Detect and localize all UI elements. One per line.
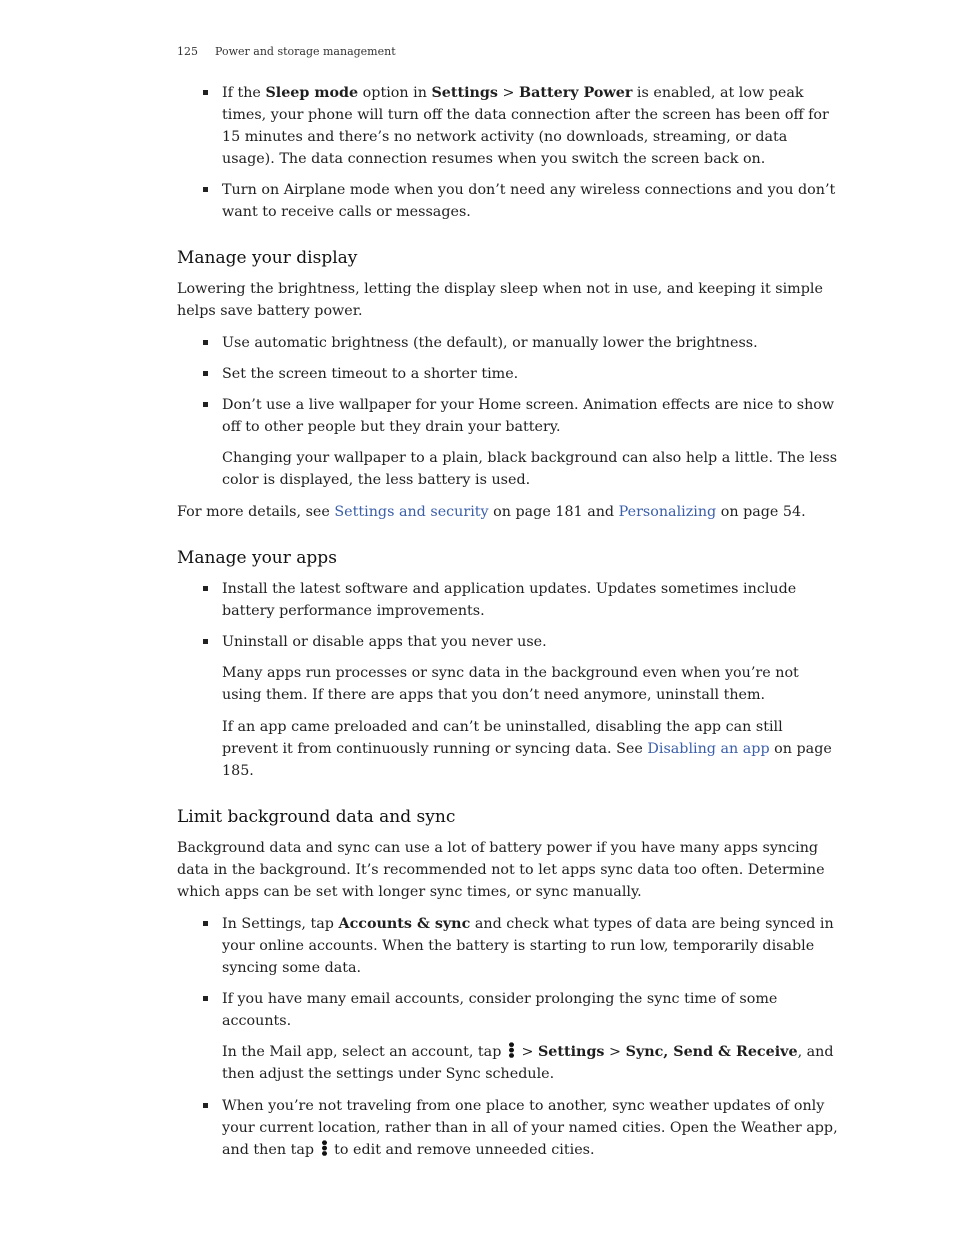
list-item: If you have many email accounts, consider prolonging the sync time of some accounts. [177, 988, 842, 1032]
list-item: In Settings, tap Accounts & sync and check what types of data are being synced in your online accounts. When the battery is starting to run low, temporarily disable syncing some data. [177, 913, 842, 979]
mail-note: In the Mail app, select an account, tap > Settings > Sync, Send & Receive, and then adjust the settings under Sync schedule. [222, 1044, 834, 1082]
settings-and-security-link[interactable]: Settings and security [334, 504, 489, 520]
sync-send-receive-label: Sync, Send & Receive [625, 1044, 798, 1060]
battery-power-label: Battery Power [519, 85, 633, 101]
page-content [177, 82, 842, 1170]
display-intro: Lowering the brightness, letting the display sleep when not in use, and keeping it simple helps save battery power. [177, 281, 823, 319]
list-item: Install the latest software and application updates. Updates sometimes include battery performance improvements. [177, 578, 842, 622]
section-title: Power and storage management [215, 45, 396, 58]
sleep-mode-label: Sleep mode [265, 85, 359, 101]
section-heading-display: Manage your display [177, 248, 358, 268]
disabling-an-app-link[interactable]: Disabling an app [647, 741, 770, 757]
sync-intro: Background data and sync can use a lot of battery power if you have many apps syncing data in the background. It’s recommended not to let apps sync data too often. Determine which apps can be set with longer sync times, or sync manually. [177, 840, 825, 900]
list-item: Turn on Airplane mode when you don’t need any wireless connections and you don’t want to receive calls or messages. [177, 179, 842, 223]
page-number: 125 [177, 45, 198, 58]
section-heading-sync: Limit background data and sync [177, 807, 456, 827]
accounts-sync-label: Accounts & sync [338, 916, 471, 932]
apps-note-1: Many apps run processes or sync data in the background even when you’re not using them. If there are apps that you don’t need anymore, uninstall them. [222, 665, 799, 703]
list-item: Don’t use a live wallpaper for your Home screen. Animation effects are nice to show off to other people but they drain your battery. [177, 394, 842, 438]
kebab-menu-icon [509, 1042, 514, 1058]
list-item: When you’re not traveling from one place to another, sync weather updates of only your current location, rather than in all of your named cities. Open the Weather app, and then tap to edit and remove unneeded cities. [177, 1095, 842, 1161]
settings-label: Settings [431, 85, 498, 101]
sync-list-2 [177, 1095, 842, 1161]
intro-list [177, 82, 842, 223]
list-item: Set the screen timeout to a shorter time. [177, 363, 842, 385]
display-details: For more details, see Settings and security on page 181 and Personalizing on page 54. [177, 504, 806, 520]
list-item: If the Sleep mode option in Settings > Battery Power is enabled, at low peak times, your phone will turn off the data connection after the screen has been off for 15 minutes and there’s no network activity (no downloads, streaming, or data usage). The data connection resumes when you switch the screen back on. [177, 82, 842, 170]
sync-list [177, 913, 842, 1032]
section-heading-apps: Manage your apps [177, 548, 337, 568]
list-item: Uninstall or disable apps that you never use. [177, 631, 842, 653]
display-list [177, 332, 842, 438]
page-header [177, 45, 396, 58]
apps-list [177, 578, 842, 653]
personalizing-link[interactable]: Personalizing [618, 504, 717, 520]
apps-note-2: If an app came preloaded and can’t be uninstalled, disabling the app can still prevent it from continuously running or syncing data. See Disabling an app on page 185. [222, 719, 832, 779]
kebab-menu-icon [322, 1140, 327, 1156]
list-item: Use automatic brightness (the default), or manually lower the brightness. [177, 332, 842, 354]
settings-label: Settings [537, 1044, 605, 1060]
display-note: Changing your wallpaper to a plain, black background can also help a little. The less color is displayed, the less battery is used. [222, 450, 838, 488]
